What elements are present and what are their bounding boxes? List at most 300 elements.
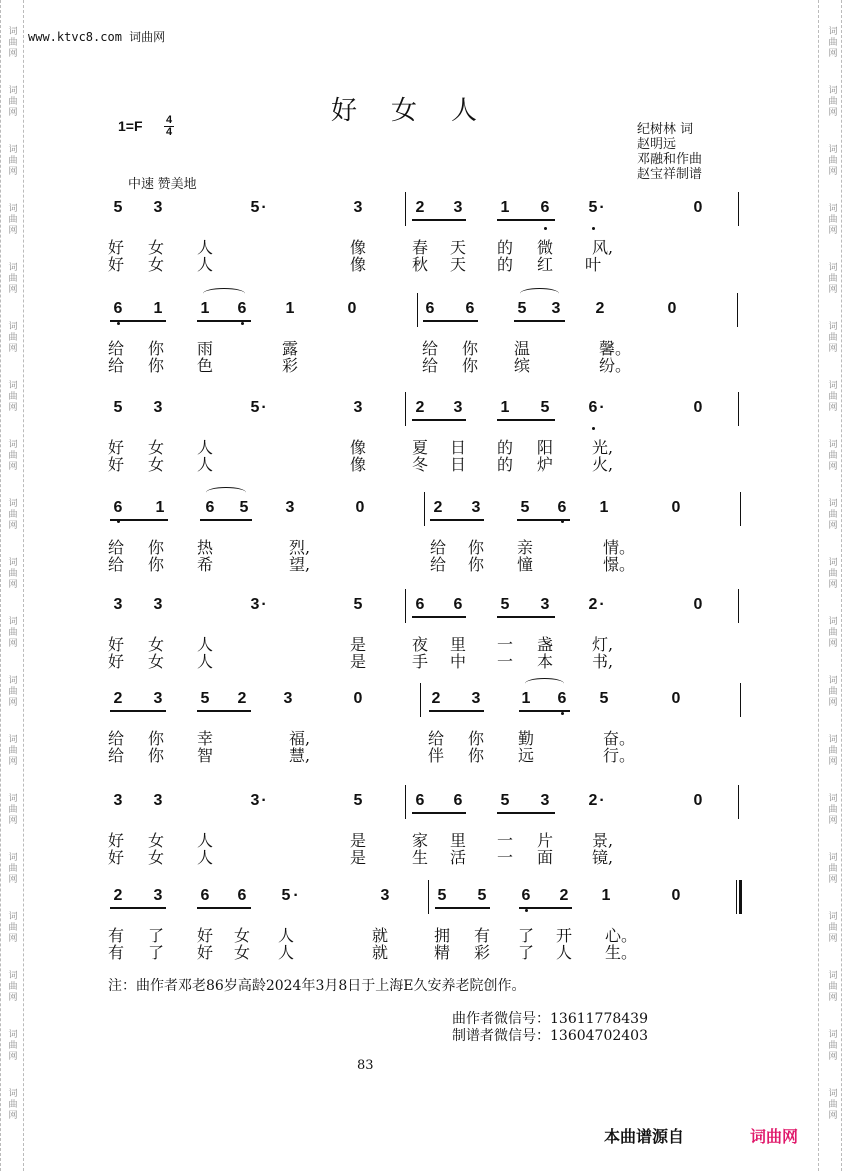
note: 5 (437, 887, 447, 904)
note: 3 (380, 887, 390, 904)
lyric: 的 (496, 238, 513, 257)
note: 3 (353, 199, 363, 216)
note: 1 (599, 499, 609, 516)
note: 3 (153, 596, 163, 613)
note: 0 (671, 887, 681, 904)
tempo-marking: 中速 赞美地 (128, 176, 197, 191)
side-watermark: 词曲网 (6, 144, 17, 177)
lyric: 是 (349, 652, 366, 671)
note: 5 (239, 499, 249, 516)
lyric: 像 (349, 255, 366, 274)
side-watermark: 词曲网 (6, 793, 17, 826)
lyric: 火, (592, 455, 614, 474)
lyric: 好 (107, 238, 124, 257)
note: 5 (353, 596, 363, 613)
lyric: 好 (107, 848, 124, 867)
lyric: 女 (233, 926, 250, 945)
side-watermark: 词曲网 (6, 321, 17, 354)
octave-dot (561, 520, 564, 523)
lyric: 远 (517, 746, 534, 765)
note: 6 (540, 199, 550, 216)
barline (428, 880, 429, 914)
lyric: 幸 (196, 729, 213, 748)
lyric: 天 (449, 255, 466, 274)
lyric: 给 (107, 555, 124, 574)
side-watermark: 词曲网 (826, 380, 837, 413)
beam-underline (497, 812, 555, 814)
lyric: 色 (196, 356, 213, 375)
note: 1 (153, 300, 163, 317)
note: 6 (205, 499, 215, 516)
slur (206, 487, 246, 498)
note: 3 (285, 499, 295, 516)
lyric: 日 (449, 455, 466, 474)
lyric: 福, (289, 729, 311, 748)
beam-underline (497, 219, 555, 221)
side-watermark: 词曲网 (826, 1029, 837, 1062)
side-watermark: 词曲网 (826, 557, 837, 590)
lyric: 给 (107, 729, 124, 748)
lyric: 你 (467, 538, 484, 557)
note: 1 (285, 300, 295, 317)
beam-underline (423, 320, 478, 322)
note: 0 (693, 596, 703, 613)
note: 6 (453, 792, 463, 809)
lyric: 日 (449, 438, 466, 457)
note: 3 (453, 199, 463, 216)
lyric: 女 (147, 831, 164, 850)
beam-underline (435, 907, 490, 909)
note: 3 (250, 792, 260, 809)
note: 2 (113, 690, 123, 707)
lyric: 勤 (517, 729, 534, 748)
lyric: 伴 (427, 746, 444, 765)
lyric: 给 (107, 356, 124, 375)
side-watermark: 词曲网 (826, 852, 837, 885)
lyric: 你 (147, 538, 164, 557)
lyric: 人 (277, 926, 294, 945)
beam-underline (412, 616, 466, 618)
lyric: 景, (592, 831, 614, 850)
lyric: 镜, (592, 848, 614, 867)
note: 3 (540, 792, 550, 809)
lyric: 纷。 (599, 356, 632, 375)
note: 0 (353, 690, 363, 707)
beam-underline (430, 519, 484, 521)
note: 5 (500, 596, 510, 613)
note: 6 (453, 596, 463, 613)
lyric: 给 (429, 538, 446, 557)
note: 5 (540, 399, 550, 416)
lyric: 一 (496, 831, 513, 850)
beam-underline (514, 320, 565, 322)
lyric: 了 (147, 943, 164, 962)
lyric: 亲 (516, 538, 533, 557)
side-watermark: 词曲网 (826, 144, 837, 177)
octave-dot (117, 520, 120, 523)
composition-note: 注：曲作者邓老86岁高龄2024年3月8日于上海E久安养老院创作。 (108, 978, 526, 994)
lyric: 人 (196, 438, 213, 457)
note: 3 (250, 596, 260, 613)
note: 6 (521, 887, 531, 904)
lyric: 你 (147, 729, 164, 748)
lyric: 女 (147, 255, 164, 274)
note: · (261, 792, 267, 809)
slur (525, 678, 564, 689)
side-watermark: 词曲网 (6, 439, 17, 472)
lyric: 温 (513, 339, 530, 358)
side-watermark: 词曲网 (6, 85, 17, 118)
barline (424, 492, 425, 526)
note: 5 (599, 690, 609, 707)
side-watermark: 词曲网 (6, 616, 17, 649)
note: 2 (559, 887, 569, 904)
lyric: 人 (196, 455, 213, 474)
right-watermark-column (820, 0, 842, 1171)
side-watermark: 词曲网 (826, 793, 837, 826)
note: 3 (113, 596, 123, 613)
note: 6 (425, 300, 435, 317)
lyric: 女 (147, 635, 164, 654)
lyric: 叶 (584, 255, 601, 274)
lyric: 阳 (536, 438, 553, 457)
barline (738, 785, 739, 819)
lyric: 夏 (411, 438, 428, 457)
note: 3 (453, 399, 463, 416)
side-watermark: 词曲网 (6, 26, 17, 59)
lyric: 像 (349, 438, 366, 457)
lyric: 一 (496, 652, 513, 671)
slur (520, 288, 559, 299)
lyric: 你 (467, 555, 484, 574)
barline (405, 192, 406, 226)
octave-dot (241, 322, 244, 325)
lyric: 手 (411, 652, 428, 671)
note: 1 (200, 300, 210, 317)
side-watermark: 词曲网 (6, 852, 17, 885)
lyric: 女 (147, 848, 164, 867)
lyric: 人 (196, 635, 213, 654)
side-watermark: 词曲网 (6, 911, 17, 944)
lyric: 人 (277, 943, 294, 962)
note: 2 (595, 300, 605, 317)
note: 3 (153, 792, 163, 809)
note: 5 (588, 199, 598, 216)
note: 2 (415, 199, 425, 216)
note: · (599, 199, 605, 216)
lyric: 露 (281, 339, 298, 358)
lyric: 光, (592, 438, 614, 457)
lyric: 你 (147, 356, 164, 375)
barline (405, 785, 406, 819)
note: 2 (431, 690, 441, 707)
side-watermark: 词曲网 (6, 380, 17, 413)
note: 5 (113, 399, 123, 416)
side-watermark: 词曲网 (826, 1088, 837, 1121)
lyric: 给 (107, 538, 124, 557)
lyric: 好 (107, 652, 124, 671)
side-watermark: 词曲网 (6, 675, 17, 708)
note: 1 (500, 199, 510, 216)
side-watermark: 词曲网 (826, 911, 837, 944)
barline (405, 392, 406, 426)
lyric: 天 (449, 238, 466, 257)
note: 5 (200, 690, 210, 707)
lyric: 人 (196, 848, 213, 867)
credits (637, 122, 702, 182)
note: 5 (250, 399, 260, 416)
wechat-contacts (452, 1011, 648, 1045)
time-signature (164, 115, 174, 138)
lyric: 生 (411, 848, 428, 867)
note: 2 (588, 792, 598, 809)
source-label: 本曲谱源自 (604, 1129, 685, 1146)
note: 6 (113, 300, 123, 317)
lyric: 里 (449, 831, 466, 850)
note: 5 (281, 887, 291, 904)
credit-composer-2: 邓融和作曲 (637, 152, 703, 167)
barline (736, 880, 737, 914)
side-watermark: 词曲网 (826, 498, 837, 531)
lyric: 缤 (513, 356, 530, 375)
note: 5 (113, 199, 123, 216)
note: 2 (415, 399, 425, 416)
side-watermark: 词曲网 (826, 675, 837, 708)
barline (405, 589, 406, 623)
beam-underline (412, 419, 466, 421)
note: 2 (588, 596, 598, 613)
side-watermark: 词曲网 (6, 203, 17, 236)
barline (740, 492, 741, 526)
lyric: 冬 (411, 455, 428, 474)
lyric: 了 (517, 926, 534, 945)
note: 6 (415, 596, 425, 613)
lyric: 的 (496, 438, 513, 457)
lyric: 热 (196, 538, 213, 557)
side-watermark: 词曲网 (6, 1088, 17, 1121)
lyric: 人 (196, 652, 213, 671)
lyric: 给 (427, 729, 444, 748)
note: 5 (500, 792, 510, 809)
note: 6 (113, 499, 123, 516)
lyric: 炉 (536, 455, 553, 474)
lyric: 彩 (473, 943, 490, 962)
octave-dot (525, 909, 528, 912)
lyric: 给 (421, 339, 438, 358)
note: · (599, 399, 605, 416)
note: 0 (671, 690, 681, 707)
barline (417, 293, 418, 327)
lyric: 像 (349, 455, 366, 474)
lyric: 好 (107, 831, 124, 850)
note: 2 (433, 499, 443, 516)
lyric: 女 (147, 455, 164, 474)
note: · (261, 199, 267, 216)
lyric: 是 (349, 848, 366, 867)
note: 5 (477, 887, 487, 904)
lyric: 馨。 (599, 339, 632, 358)
side-watermark: 词曲网 (826, 26, 837, 59)
octave-dot (592, 427, 595, 430)
side-watermark: 词曲网 (826, 262, 837, 295)
site-label[interactable]: www.ktvc8.com 词曲网 (28, 30, 166, 44)
note: 1 (500, 399, 510, 416)
side-watermark: 词曲网 (6, 1029, 17, 1062)
note: 3 (471, 499, 481, 516)
lyric: 给 (429, 555, 446, 574)
note: 5 (250, 199, 260, 216)
lyric: 好 (196, 943, 213, 962)
lyric: 是 (349, 831, 366, 850)
lyric: 你 (467, 729, 484, 748)
lyric: 烈, (289, 538, 311, 557)
side-watermark: 词曲网 (6, 262, 17, 295)
note: 3 (540, 596, 550, 613)
beam-underline (429, 710, 484, 712)
note: 3 (471, 690, 481, 707)
lyric: 秋 (411, 255, 428, 274)
lyric: 给 (421, 356, 438, 375)
lyric: 给 (107, 746, 124, 765)
note: 6 (237, 300, 247, 317)
beam-underline (197, 710, 251, 712)
lyric: 了 (517, 943, 534, 962)
lyric: 就 (371, 943, 388, 962)
lyric: 了 (147, 926, 164, 945)
note: · (261, 596, 267, 613)
lyric: 盏 (536, 635, 553, 654)
barline (420, 683, 421, 717)
left-watermark-column (0, 0, 22, 1171)
note: · (599, 596, 605, 613)
lyric: 一 (496, 635, 513, 654)
lyric: 的 (496, 455, 513, 474)
barline (737, 293, 738, 327)
lyric: 女 (147, 438, 164, 457)
lyric: 希 (196, 555, 213, 574)
lyric: 人 (196, 255, 213, 274)
octave-dot (592, 227, 595, 230)
lyric: 奋。 (603, 729, 636, 748)
note: 1 (521, 690, 531, 707)
lyric: 开 (555, 926, 572, 945)
lyric: 夜 (411, 635, 428, 654)
lyric: 拥 (433, 926, 450, 945)
credit-arranger: 赵宝祥制谱 (637, 167, 703, 182)
note: 3 (153, 690, 163, 707)
side-watermark: 词曲网 (6, 970, 17, 1003)
octave-dot (544, 227, 547, 230)
lyric: 你 (147, 555, 164, 574)
lyric: 你 (467, 746, 484, 765)
lyric: 好 (107, 255, 124, 274)
side-watermark: 词曲网 (826, 85, 837, 118)
lyric: 好 (107, 635, 124, 654)
side-watermark: 词曲网 (826, 616, 837, 649)
time-sig-top: 4 (165, 114, 173, 126)
barline (738, 192, 739, 226)
composer-wechat: 曲作者微信号：13611778439 (452, 1011, 648, 1027)
lyric: 给 (107, 339, 124, 358)
note: 6 (465, 300, 475, 317)
lyric: 生。 (605, 943, 638, 962)
lyric: 像 (349, 238, 366, 257)
note: 0 (347, 300, 357, 317)
lyric: 有 (107, 943, 124, 962)
lyric: 风, (592, 238, 614, 257)
note: 3 (551, 300, 561, 317)
lyric: 你 (461, 356, 478, 375)
lyric: 女 (147, 238, 164, 257)
barline (739, 880, 742, 914)
lyric: 就 (371, 926, 388, 945)
note: 3 (153, 399, 163, 416)
note: 0 (671, 499, 681, 516)
credit-composer-1: 赵明远 (637, 137, 677, 152)
lyric: 的 (496, 255, 513, 274)
page-number: 83 (357, 1058, 374, 1073)
side-watermark: 词曲网 (826, 321, 837, 354)
note: 2 (237, 690, 247, 707)
beam-underline (110, 710, 166, 712)
key-signature: 1=F (118, 118, 143, 134)
arranger-wechat: 制谱者微信号：13604702403 (452, 1028, 648, 1044)
lyric: 雨 (196, 339, 213, 358)
barline (738, 392, 739, 426)
side-watermark: 词曲网 (6, 734, 17, 767)
note: 0 (355, 499, 365, 516)
lyric: 面 (536, 848, 553, 867)
source-brand-link[interactable]: 词曲网 (750, 1129, 799, 1146)
lyric: 行。 (603, 746, 636, 765)
note: · (599, 792, 605, 809)
beam-underline (110, 907, 166, 909)
note: · (261, 399, 267, 416)
note: 6 (588, 399, 598, 416)
note: 2 (113, 887, 123, 904)
lyric: 中 (449, 652, 466, 671)
lyric: 本 (536, 652, 553, 671)
note: 6 (200, 887, 210, 904)
note: 0 (693, 399, 703, 416)
lyric: 憧 (516, 555, 533, 574)
barline (740, 683, 741, 717)
side-watermark: 词曲网 (826, 734, 837, 767)
note: 3 (353, 399, 363, 416)
lyric: 精 (433, 943, 450, 962)
note: 3 (113, 792, 123, 809)
beam-underline (497, 616, 555, 618)
lyric: 彩 (281, 356, 298, 375)
lyric: 有 (473, 926, 490, 945)
note: 5 (353, 792, 363, 809)
note: 6 (557, 690, 567, 707)
lyric: 人 (555, 943, 572, 962)
lyric: 一 (496, 848, 513, 867)
note: 6 (415, 792, 425, 809)
note: 5 (517, 300, 527, 317)
credit-lyricist: 纪树林 词 (637, 122, 694, 137)
beam-underline (200, 519, 252, 521)
lyric: 活 (449, 848, 466, 867)
note: 5 (520, 499, 530, 516)
note: 3 (153, 199, 163, 216)
note: 1 (155, 499, 165, 516)
lyric: 春 (411, 238, 428, 257)
octave-dot (117, 322, 120, 325)
lyric: 你 (461, 339, 478, 358)
side-watermark: 词曲网 (826, 203, 837, 236)
